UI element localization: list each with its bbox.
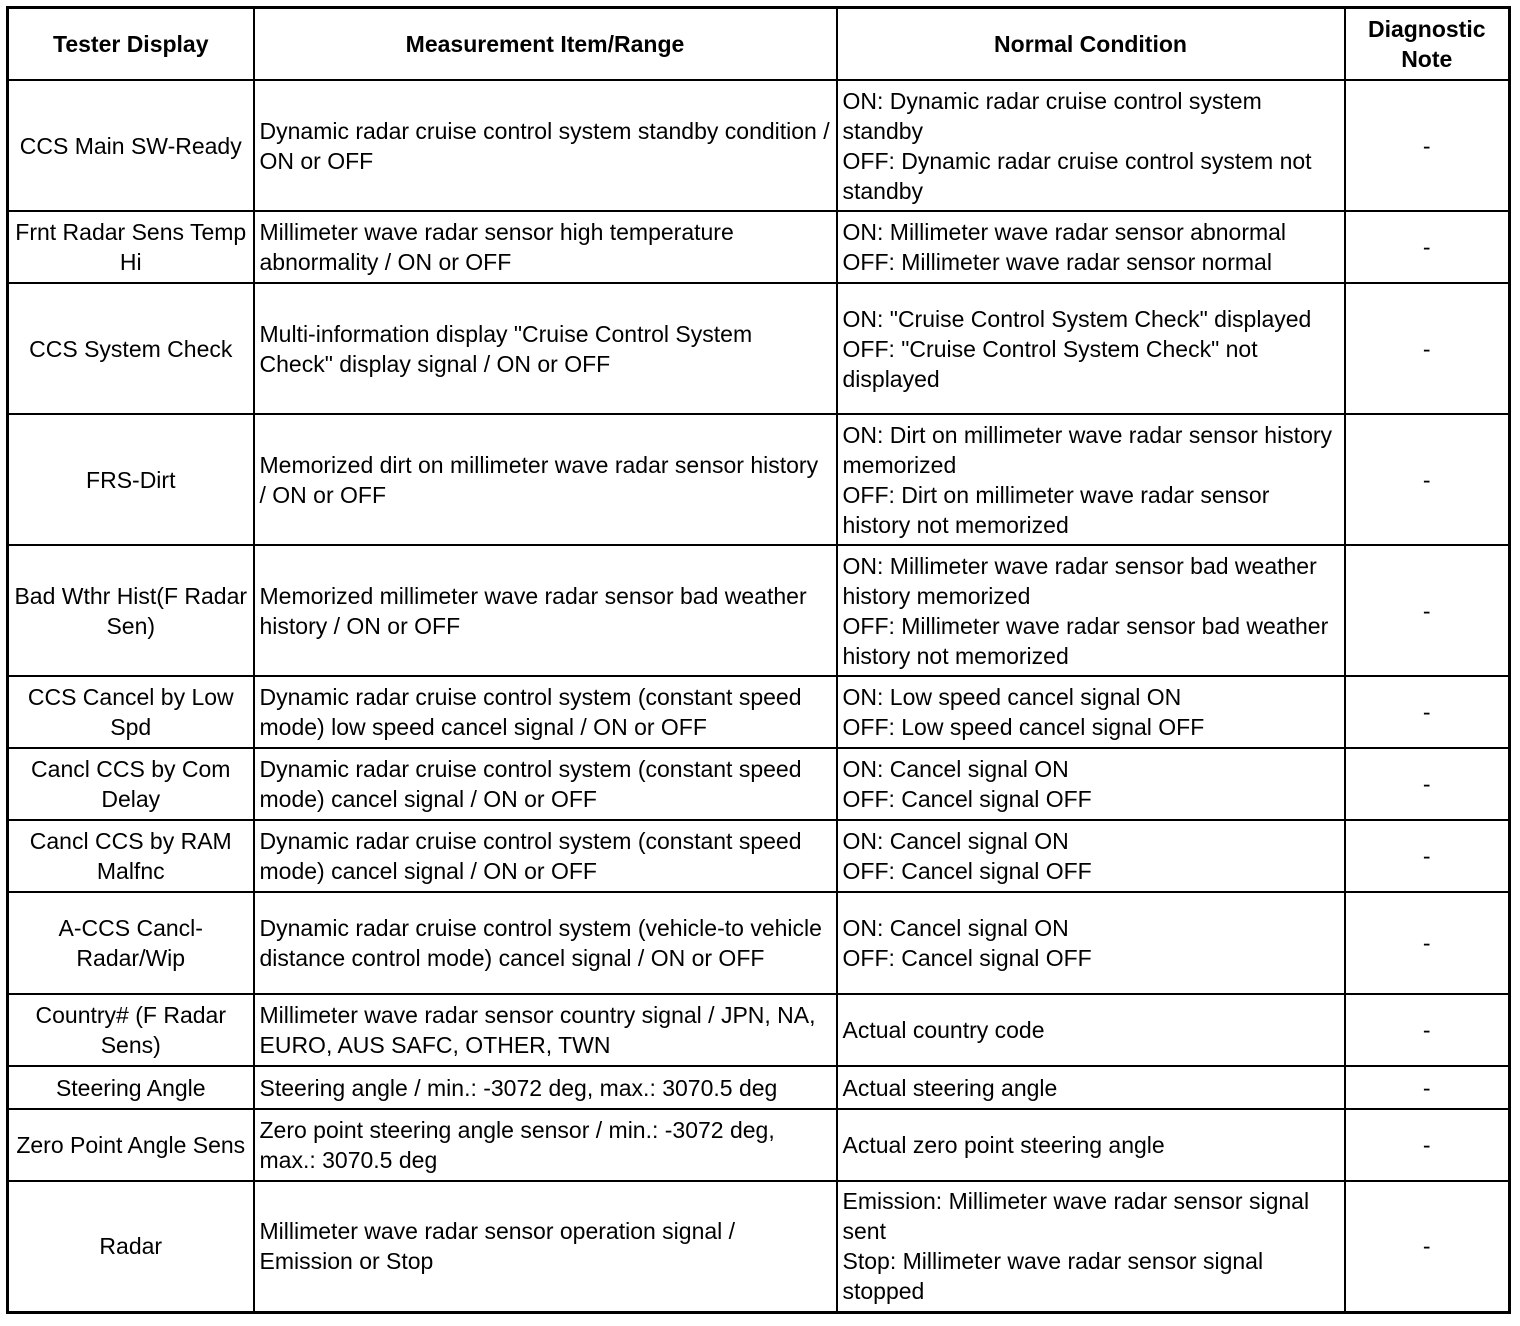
diagnostic-note-cell: - [1345,1066,1510,1109]
tester-display-cell: Cancl CCS by RAM Malfnc [8,820,254,892]
table-row [8,676,1510,748]
measurement-cell: Millimeter wave radar sensor country signal / JPN, NA, EURO, AUS SAFC, OTHER, TWN [254,994,837,1066]
measurement-cell: Millimeter wave radar sensor operation signal / Emission or Stop [254,1181,837,1312]
diagnostic-note-cell: - [1345,545,1510,676]
normal-condition-cell [837,994,1345,1066]
tester-display-cell: CCS Main SW-Ready [8,80,254,211]
normal-condition-stop: Stop: Millimeter wave radar sensor signal stopped [842,1248,1264,1305]
normal-condition-off: OFF: Cancel signal OFF [842,945,1092,971]
diagnostic-note-cell: - [1345,892,1510,994]
diagnostic-note-cell: - [1345,283,1510,414]
normal-condition-off: OFF: Cancel signal OFF [842,858,1092,884]
normal-condition-off: OFF: Millimeter wave radar sensor normal [842,249,1272,275]
normal-condition-on: ON: Cancel signal ON [842,915,1069,941]
table-row [8,820,1510,892]
normal-condition-emission: Emission: Millimeter wave radar sensor signal sent [842,1188,1310,1245]
normal-condition-off: OFF: Cancel signal OFF [842,786,1092,812]
normal-condition-cell [837,283,1345,414]
header-measurement-item: Measurement Item/Range [254,8,837,81]
normal-condition-cell [837,676,1345,748]
tester-display-cell: CCS Cancel by Low Spd [8,676,254,748]
header-diagnostic-note: Diagnostic Note [1345,8,1510,81]
tester-display-cell: Country# (F Radar Sens) [8,994,254,1066]
tester-display-cell: Zero Point Angle Sens [8,1109,254,1181]
normal-condition-cell [837,80,1345,211]
table-row [8,892,1510,994]
measurement-cell: Dynamic radar cruise control system (vehicle-to vehicle distance control mode) cancel signal / ON or OFF [254,892,837,994]
diagnostic-note-cell: - [1345,211,1510,283]
normal-condition-on: ON: Dirt on millimeter wave radar sensor history memorized [842,421,1333,478]
normal-condition-cell [837,211,1345,283]
measurement-cell: Millimeter wave radar sensor high temperature abnormality / ON or OFF [254,211,837,283]
normal-condition-off: OFF: "Cruise Control System Check" not displayed [842,335,1258,392]
diagnostic-note-cell: - [1345,994,1510,1066]
table-row [8,414,1510,545]
normal-condition-on: ON: Millimeter wave radar sensor bad weather history memorized [842,552,1317,609]
diagnostic-note-cell: - [1345,80,1510,211]
measurement-cell: Dynamic radar cruise control system standby condition / ON or OFF [254,80,837,211]
normal-condition-off: OFF: Millimeter wave radar sensor bad weather history not memorized [842,612,1329,669]
diagnostic-data-table [6,6,1511,1314]
normal-condition-cell [837,820,1345,892]
header-tester-display: Tester Display [8,8,254,81]
table-row [8,283,1510,414]
table-row [8,994,1510,1066]
diagnostic-note-cell: - [1345,1109,1510,1181]
normal-condition-value: Actual country code [842,1017,1045,1043]
tester-display-cell: CCS System Check [8,283,254,414]
measurement-cell: Zero point steering angle sensor / min.: -3072 deg, max.: 3070.5 deg [254,1109,837,1181]
table-row [8,1181,1510,1312]
table-row [8,211,1510,283]
tester-display-cell: Frnt Radar Sens Temp Hi [8,211,254,283]
measurement-cell: Multi-information display "Cruise Control System Check" display signal / ON or OFF [254,283,837,414]
normal-condition-cell [837,1066,1345,1109]
diagnostic-note-cell: - [1345,820,1510,892]
measurement-cell: Dynamic radar cruise control system (constant speed mode) low speed cancel signal / ON or OFF [254,676,837,748]
normal-condition-off: OFF: Dirt on millimeter wave radar sensor history not memorized [842,481,1270,538]
tester-display-cell: FRS-Dirt [8,414,254,545]
normal-condition-off: OFF: Dynamic radar cruise control system not standby [842,147,1312,204]
normal-condition-cell [837,414,1345,545]
table-row [8,80,1510,211]
tester-display-cell: A-CCS Cancl-Radar/Wip [8,892,254,994]
normal-condition-cell [837,1109,1345,1181]
normal-condition-on: ON: Millimeter wave radar sensor abnormal [842,219,1287,245]
tester-display-cell: Steering Angle [8,1066,254,1109]
diagnostic-note-cell: - [1345,748,1510,820]
normal-condition-value: Actual steering angle [842,1074,1058,1101]
diagnostic-note-cell: - [1345,414,1510,545]
diagnostic-note-cell: - [1345,676,1510,748]
table-header-row [8,8,1510,81]
normal-condition-on: ON: Dynamic radar cruise control system standby [842,87,1262,144]
normal-condition-cell [837,1181,1345,1312]
measurement-cell: Dynamic radar cruise control system (constant speed mode) cancel signal / ON or OFF [254,748,837,820]
measurement-cell: Steering angle / min.: -3072 deg, max.: 3070.5 deg [254,1066,837,1109]
normal-condition-on: ON: Cancel signal ON [842,828,1069,854]
diagnostic-note-cell: - [1345,1181,1510,1312]
table-row [8,1066,1510,1109]
measurement-cell: Memorized dirt on millimeter wave radar sensor history / ON or OFF [254,414,837,545]
normal-condition-on: ON: "Cruise Control System Check" displayed [842,305,1312,332]
header-normal-condition: Normal Condition [837,8,1345,81]
normal-condition-cell [837,892,1345,994]
normal-condition-on: ON: Low speed cancel signal ON [842,684,1182,710]
normal-condition-cell [837,748,1345,820]
tester-display-cell: Bad Wthr Hist(F Radar Sen) [8,545,254,676]
measurement-cell: Memorized millimeter wave radar sensor bad weather history / ON or OFF [254,545,837,676]
normal-condition-cell [837,545,1345,676]
tester-display-cell: Cancl CCS by Com Delay [8,748,254,820]
normal-condition-on: ON: Cancel signal ON [842,756,1069,782]
normal-condition-off: OFF: Low speed cancel signal OFF [842,714,1205,740]
table-row [8,748,1510,820]
normal-condition-value: Actual zero point steering angle [842,1132,1165,1158]
table-row [8,1109,1510,1181]
table-row [8,545,1510,676]
tester-display-cell: Radar [8,1181,254,1312]
measurement-cell: Dynamic radar cruise control system (constant speed mode) cancel signal / ON or OFF [254,820,837,892]
